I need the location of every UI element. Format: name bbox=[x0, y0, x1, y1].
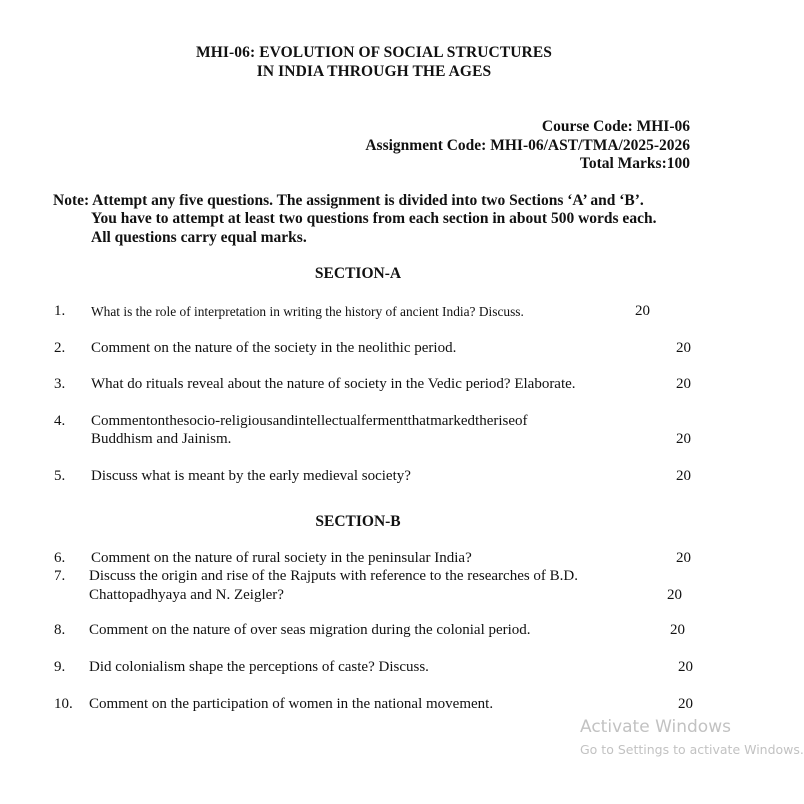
question-marks: 20 bbox=[676, 340, 691, 356]
question-text: What do rituals reveal about the nature of society in the Vedic period? Elaborate. bbox=[91, 376, 576, 392]
total-marks: Total Marks:100 bbox=[579, 155, 690, 172]
question-text-line-2: Chattopadhyaya and N. Zeigler? bbox=[89, 587, 284, 603]
question-number: 3. bbox=[54, 376, 66, 392]
question-text-line-1: Commentonthesocio-religiousandintellectualfermentthatmarkedtheriseof bbox=[91, 413, 528, 429]
question-text-line-2: Buddhism and Jainism. bbox=[91, 431, 232, 447]
question-text: Comment on the nature of over seas migration during the colonial period. bbox=[89, 622, 531, 638]
question-marks: 20 bbox=[676, 376, 691, 392]
question-number: 5. bbox=[54, 468, 66, 484]
question-text: Comment on the nature of the society in the neolithic period. bbox=[91, 340, 457, 356]
section-a-title: SECTION-A bbox=[314, 265, 402, 282]
question-number: 2. bbox=[54, 340, 66, 356]
note-line-3: All questions carry equal marks. bbox=[91, 229, 307, 246]
question-number: 8. bbox=[54, 622, 66, 638]
question-marks: 20 bbox=[635, 303, 650, 319]
assignment-code: Assignment Code: MHI-06/AST/TMA/2025-2026 bbox=[365, 137, 690, 154]
question-marks: 20 bbox=[676, 431, 691, 447]
question-number: 1. bbox=[54, 303, 66, 319]
note-line-2: You have to attempt at least two questions from each section in about 500 words each. bbox=[91, 210, 657, 227]
question-number: 10. bbox=[54, 696, 73, 712]
question-marks: 20 bbox=[678, 659, 693, 675]
question-marks: 20 bbox=[670, 622, 685, 638]
question-marks: 20 bbox=[667, 587, 682, 603]
question-number: 4. bbox=[54, 413, 66, 429]
question-text: Comment on the nature of rural society in the peninsular India? bbox=[91, 550, 472, 566]
question-marks: 20 bbox=[676, 468, 691, 484]
activate-windows-watermark-subtitle: Go to Settings to activate Windows. bbox=[580, 742, 804, 757]
question-number: 9. bbox=[54, 659, 66, 675]
question-marks: 20 bbox=[678, 696, 693, 712]
question-text: Discuss what is meant by the early medieval society? bbox=[91, 468, 411, 484]
question-text: Comment on the participation of women in the national movement. bbox=[89, 696, 494, 712]
question-number: 7. bbox=[54, 568, 66, 584]
question-text: What is the role of interpretation in writing the history of ancient India? Discuss. bbox=[91, 304, 524, 319]
question-text: Did colonialism shape the perceptions of caste? Discuss. bbox=[89, 659, 429, 675]
section-b-title: SECTION-B bbox=[315, 513, 401, 530]
question-marks: 20 bbox=[676, 550, 691, 566]
question-number: 6. bbox=[54, 550, 66, 566]
activate-windows-watermark-title: Activate Windows bbox=[580, 717, 731, 737]
document-title-line-1: MHI-06: EVOLUTION OF SOCIAL STRUCTURES bbox=[195, 44, 553, 61]
course-code: Course Code: MHI-06 bbox=[541, 118, 690, 135]
question-text-line-1: Discuss the origin and rise of the Rajputs with reference to the researches of B.D. bbox=[89, 568, 579, 584]
document-title-line-2: IN INDIA THROUGH THE AGES bbox=[256, 63, 492, 80]
note-line-1: Note: Attempt any five questions. The assignment is divided into two Sections ‘A’ and ‘B’. bbox=[53, 192, 644, 209]
